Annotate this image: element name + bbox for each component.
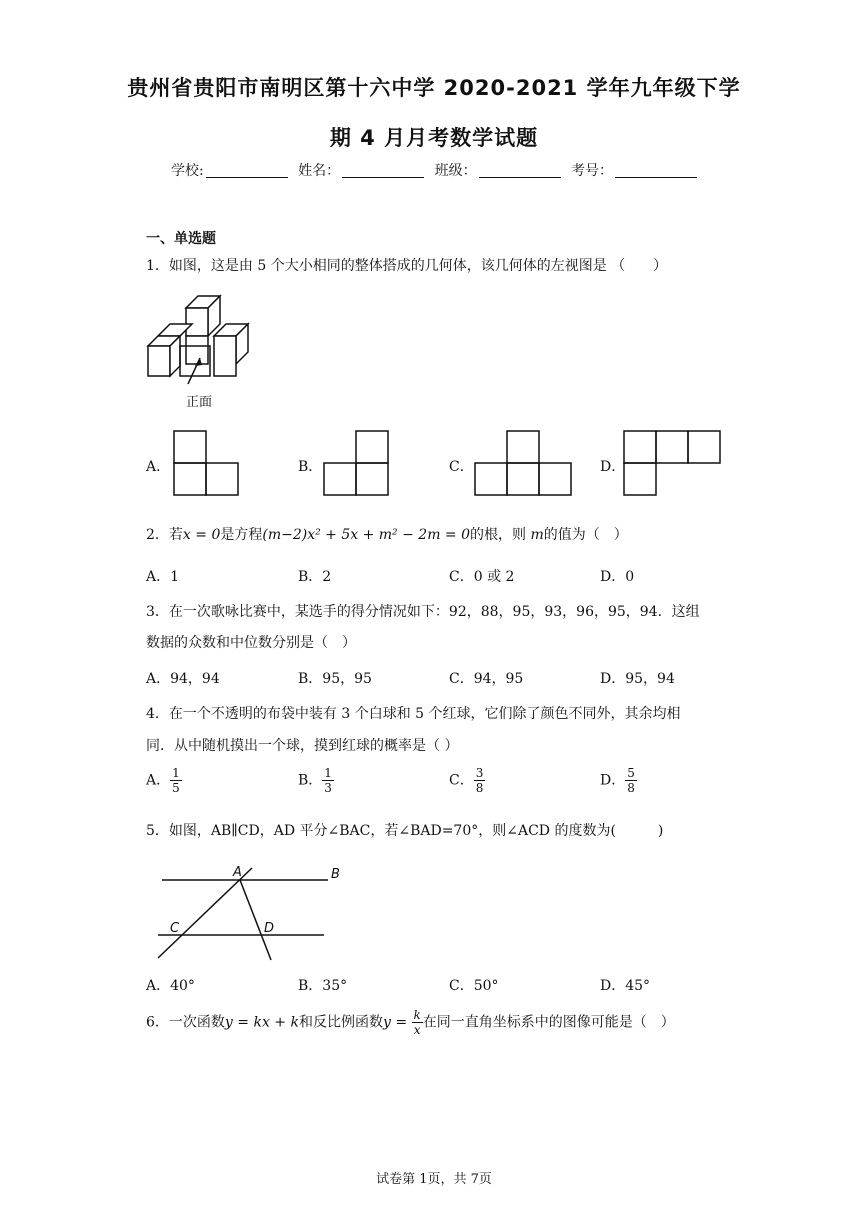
q4-option-a: A． $\frac{1}{5}$	[146, 766, 180, 795]
q4-option-c: C． $\frac{3}{8}$	[449, 766, 484, 795]
question-3-line1: 3．在一次歌咏比赛中，某选手的得分情况如下：92，88，95，93，96，95，94．这组	[146, 604, 700, 620]
q5-option-d: D．45°	[600, 978, 651, 994]
q3-option-c: C．94，95	[449, 671, 524, 687]
fraction: $\frac{3}{8}$	[475, 766, 484, 795]
fraction: $\frac{1}{5}$	[172, 766, 180, 795]
page-title-line1: 贵州省贵阳市南明区第十六中学 2020-2021 学年九年级下学	[127, 76, 741, 100]
question-6-text: 6．一次函数y = kx + k和反比例函数y = $\frac{k}{x}$ 在同一直角坐标系中的图像可能是（ ）	[146, 1008, 675, 1037]
q5-option-c: C．50°	[449, 978, 499, 994]
question-1-figure	[140, 290, 265, 415]
q4-option-d: D． $\frac{5}{8}$	[600, 766, 635, 795]
q3-option-a: A．94，94	[146, 671, 220, 687]
question-4-line2: 同．从中随机摸出一个球，摸到红球的概率是（ ）	[146, 738, 459, 754]
front-label: 正面	[186, 395, 213, 410]
question-4-line1: 4．在一个不透明的布袋中装有 3 个白球和 5 个红球，它们除了颜色不同外，其余均相	[146, 706, 681, 722]
fraction: $\frac{k}{x}$	[413, 1008, 421, 1037]
point-d-label: D	[264, 921, 275, 936]
point-c-label: C	[170, 921, 180, 936]
question-2-text: 2．若x = 0是方程(m−2)x² + 5x + m² − 2m = 0的根，则 m的值为（ ）	[146, 527, 628, 543]
point-a-label: A	[233, 865, 242, 880]
fraction: $\frac{5}{8}$	[627, 766, 635, 795]
q2-option-a: A．1	[146, 569, 180, 585]
q5-option-a: A．40°	[146, 978, 195, 994]
page-footer: 试卷第 1页，共 7页	[376, 1172, 492, 1187]
q2-option-d: D．0	[600, 569, 635, 585]
question-5-figure	[150, 860, 350, 970]
q2-option-c: C．0 或 2	[449, 569, 515, 585]
section-title: 一、单选题	[146, 231, 216, 247]
q1-option-b-figure	[322, 430, 390, 496]
class-field: 班级：	[435, 160, 561, 180]
q4-option-b: B． $\frac{1}{3}$	[298, 766, 332, 795]
page-title-line2: 期 4 月月考数学试题	[329, 126, 539, 150]
q3-option-d: D．95，94	[600, 671, 675, 687]
exam-number-field: 考号：	[571, 160, 697, 180]
question-5-text: 5．如图，AB∥CD，AD 平分∠BAC，若∠BAD=70°，则∠ACD 的度数为( )	[146, 823, 664, 839]
student-info-row	[0, 160, 868, 180]
q3-option-b: B．95，95	[298, 671, 372, 687]
q1-option-d-figure	[622, 430, 722, 496]
q1-option-a-figure	[172, 430, 240, 496]
school-field: 学校:	[171, 160, 288, 180]
q1-option-a-label: A．	[146, 459, 171, 475]
q1-option-c-label: C．	[449, 459, 474, 475]
q5-option-b: B．35°	[298, 978, 348, 994]
point-b-label: B	[331, 867, 340, 882]
question-3-line2: 数据的众数和中位数分别是（ ）	[146, 635, 356, 651]
q1-option-b-label: B．	[298, 459, 323, 475]
q2-option-b: B．2	[298, 569, 332, 585]
q1-option-c-figure	[473, 430, 573, 496]
name-field: 姓名：	[298, 160, 424, 180]
question-1-text: 1．如图，这是由 5 个大小相同的整体搭成的几何体，该几何体的左视图是 （ ）	[146, 258, 668, 274]
q1-option-d-label: D．	[600, 459, 626, 475]
fraction: $\frac{1}{3}$	[324, 766, 332, 795]
